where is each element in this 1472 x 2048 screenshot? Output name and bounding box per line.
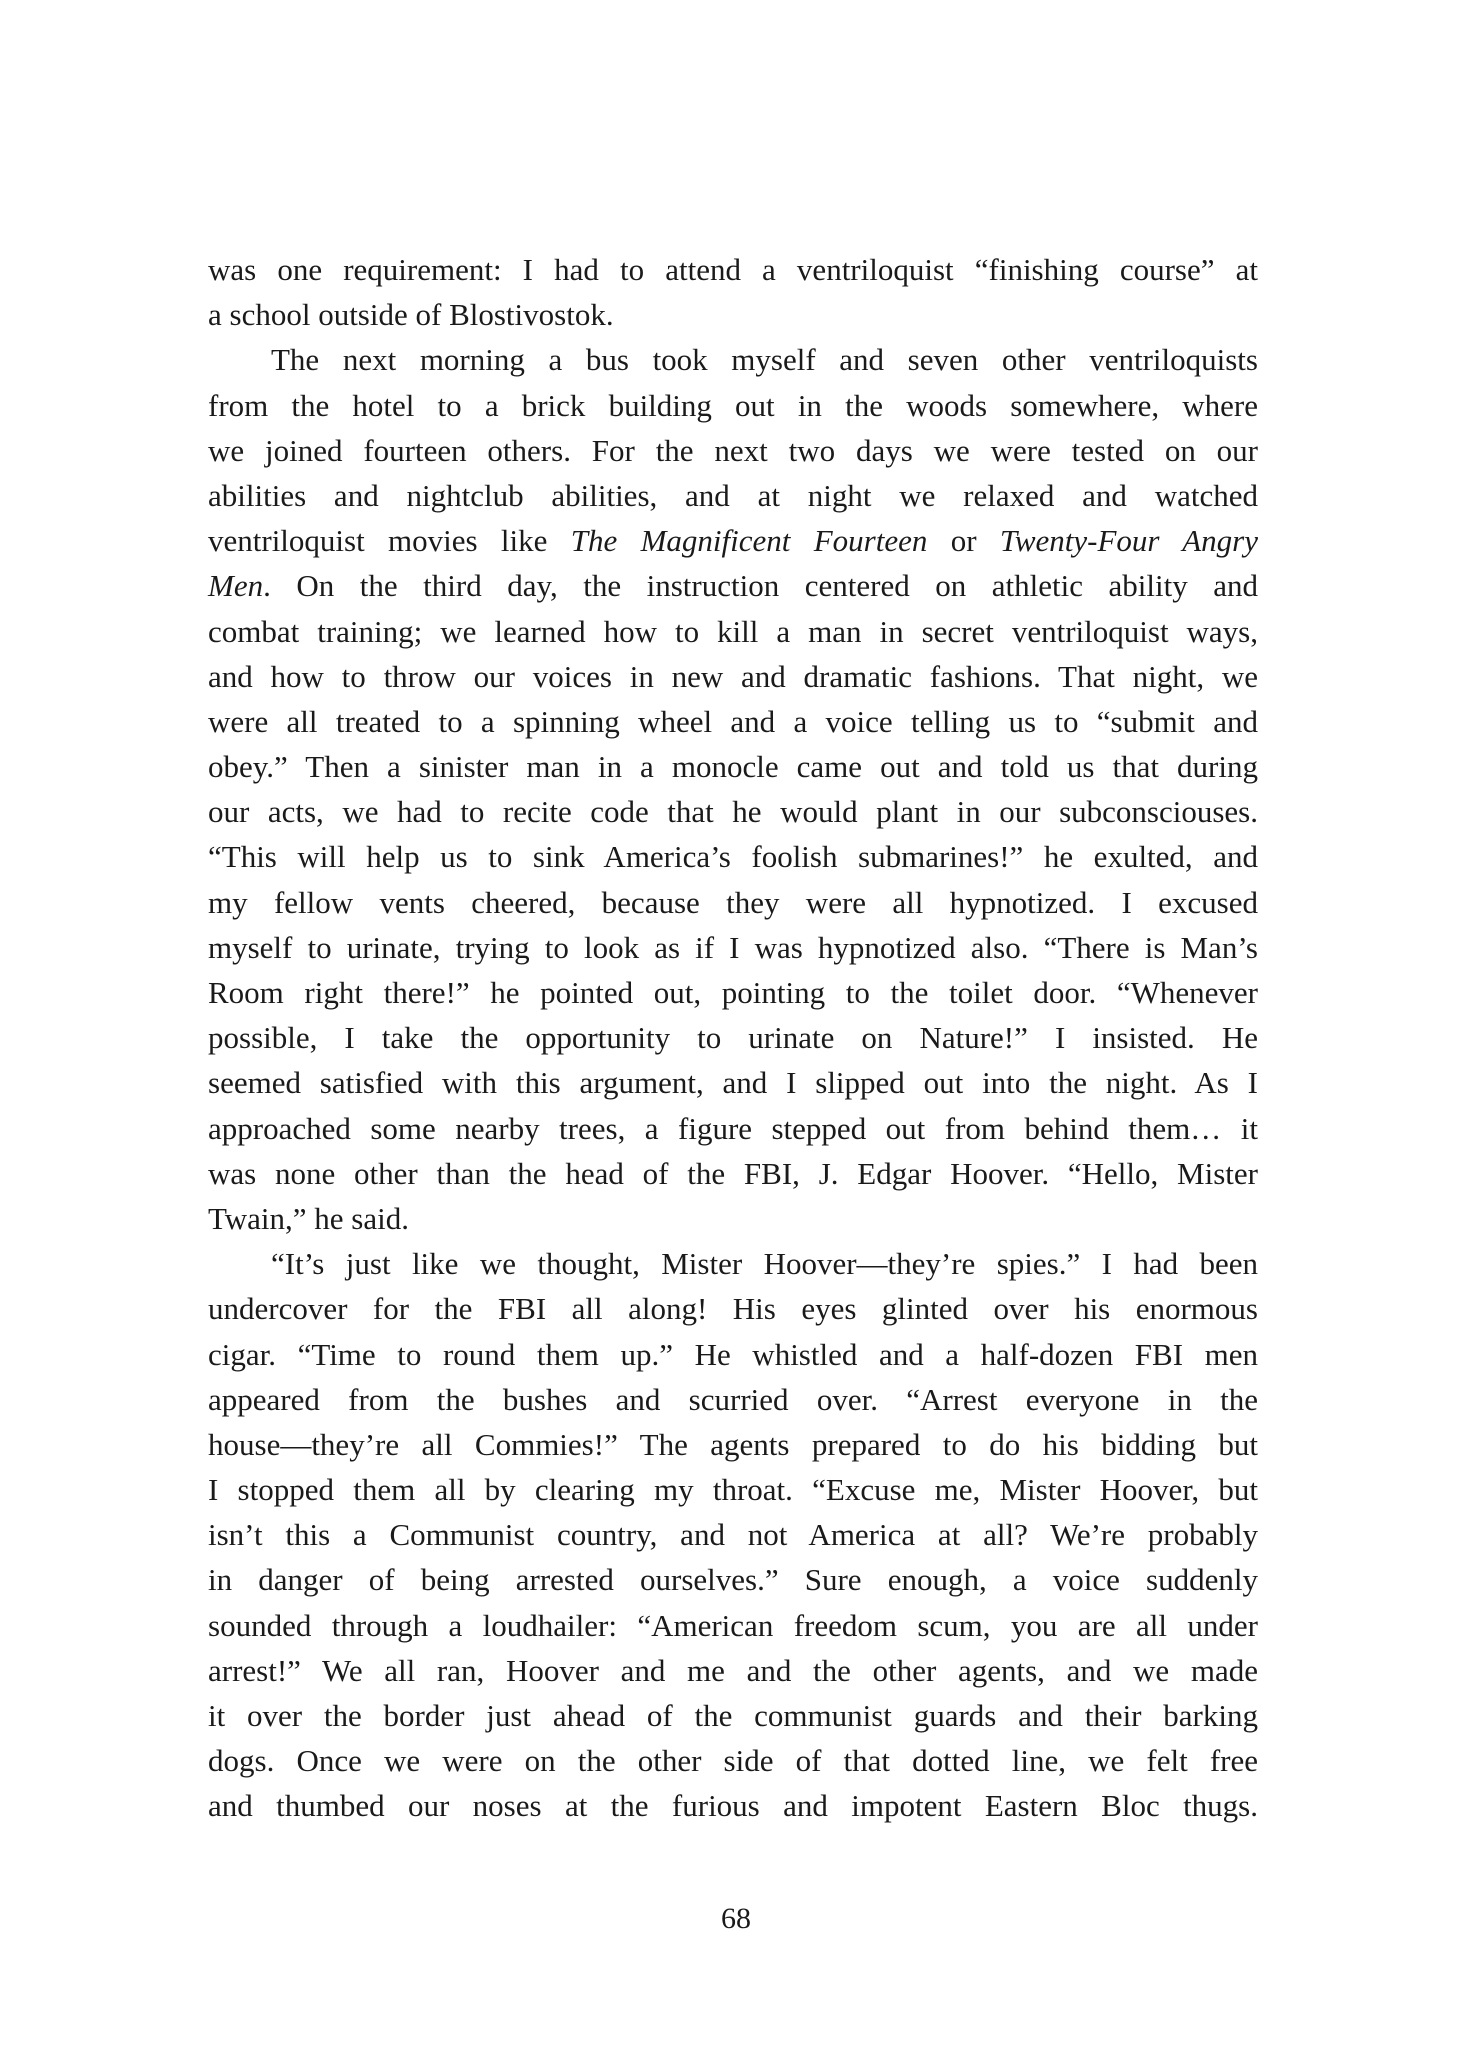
- text-line: [208, 292, 1258, 337]
- text-segment: obey.” Then a sinister man in a monocle came out and told us that during: [208, 749, 1258, 785]
- text-line: [208, 473, 1258, 518]
- text-segment: Room right there!” he pointed out, pointing to the toilet door. “Whenever: [208, 975, 1258, 1010]
- text-segment: combat training; we learned how to kill a man in secret ventriloquist ways,: [208, 613, 1258, 649]
- text-segment: ventriloquist movies like: [208, 523, 571, 559]
- italic-title-text: Men: [208, 568, 264, 604]
- italic-title-text: The Magnificent Fourteen: [570, 523, 928, 559]
- text-line: [208, 1422, 1258, 1467]
- text-line: [208, 247, 1258, 292]
- text-segment: I stopped them all by clearing my throat. “Excuse me, Mister Hoover, but: [208, 1472, 1258, 1508]
- text-line: [208, 654, 1258, 699]
- text-segment: our acts, we had to recite code that he would plant in our subconsciouses.: [208, 794, 1258, 830]
- text-line: [208, 1693, 1258, 1738]
- text-line: [208, 563, 1258, 608]
- text-segment: appeared from the bushes and scurried over. “Arrest everyone in the: [208, 1381, 1258, 1417]
- text-line: [208, 1377, 1258, 1422]
- text-segment: a school outside of Blostivostok.: [208, 297, 614, 333]
- text-line: [208, 1151, 1258, 1196]
- text-segment: undercover for the FBI all along! His eyes glinted over his enormous: [208, 1291, 1258, 1327]
- text-segment: it over the border just ahead of the communist guards and their barking: [208, 1698, 1258, 1733]
- text-line: [208, 699, 1258, 744]
- text-line: [208, 1332, 1258, 1377]
- body-text: [208, 247, 1258, 1829]
- text-segment: “It’s just like we thought, Mister Hoover—they’re spies.” I had been: [271, 1246, 1258, 1282]
- text-segment: approached some nearby trees, a figure stepped out from behind them… it: [208, 1110, 1258, 1146]
- text-line: [208, 744, 1258, 789]
- text-line: [208, 1512, 1258, 1557]
- text-segment: we joined fourteen others. For the next two days we were tested on our: [208, 432, 1258, 468]
- page-number: 68: [721, 1902, 751, 1935]
- text-segment: from the hotel to a brick building out in the woods somewhere, where: [208, 387, 1258, 423]
- text-line: [208, 383, 1258, 428]
- text-segment: dogs. Once we were on the other side of that dotted line, we felt free: [208, 1743, 1258, 1779]
- text-segment: cigar. “Time to round them up.” He whistled and a half-dozen FBI men: [208, 1336, 1258, 1372]
- text-segment: was none other than the head of the FBI, J. Edgar Hoover. “Hello, Mister: [208, 1155, 1258, 1191]
- text-segment: seemed satisfied with this argument, and I slipped out into the night. As I: [208, 1065, 1258, 1101]
- text-line: [208, 925, 1258, 970]
- text-line: [208, 1060, 1258, 1105]
- italic-title-text: Twenty-Four Angry: [999, 523, 1258, 559]
- text-line: [208, 1241, 1258, 1286]
- text-segment: and thumbed our noses at the furious and impotent Eastern Bloc thugs.: [208, 1788, 1258, 1824]
- text-line: [208, 518, 1258, 563]
- text-segment: . On the third day, the instruction centered on athletic ability and: [263, 568, 1258, 604]
- text-line: [208, 337, 1258, 382]
- text-line: [208, 1738, 1258, 1783]
- text-line: [208, 789, 1258, 834]
- text-segment: abilities and nightclub abilities, and at night we relaxed and watched: [208, 477, 1258, 513]
- text-segment: in danger of being arrested ourselves.” Sure enough, a voice suddenly: [208, 1562, 1258, 1598]
- text-segment: were all treated to a spinning wheel and a voice telling us to “submit and: [208, 703, 1258, 739]
- text-segment: possible, I take the opportunity to urinate on Nature!” I insisted. He: [208, 1020, 1258, 1056]
- text-segment: house—they’re all Commies!” The agents prepared to do his bidding but: [208, 1426, 1258, 1462]
- text-line: [208, 1015, 1258, 1060]
- text-segment: was one requirement: I had to attend a ventriloquist “finishing course” at: [208, 252, 1258, 287]
- text-line: [208, 1557, 1258, 1602]
- text-line: [208, 1196, 1258, 1241]
- text-segment: “This will help us to sink America’s foolish submarines!” he exulted, and: [208, 839, 1258, 875]
- text-segment: arrest!” We all ran, Hoover and me and the other agents, and we made: [208, 1652, 1258, 1688]
- text-segment: myself to urinate, trying to look as if I was hypnotized also. “There is Man’s: [208, 929, 1258, 965]
- text-line: [208, 1286, 1258, 1331]
- text-line: [208, 1783, 1258, 1828]
- text-segment: or: [927, 523, 1000, 559]
- text-line: [208, 1106, 1258, 1151]
- text-line: [208, 880, 1258, 925]
- text-line: [208, 1467, 1258, 1512]
- text-segment: sounded through a loudhailer: “American freedom scum, you are all under: [208, 1607, 1258, 1643]
- text-line: [208, 1603, 1258, 1648]
- text-segment: and how to throw our voices in new and dramatic fashions. That night, we: [208, 658, 1258, 694]
- text-segment: isn’t this a Communist country, and not America at all? We’re probably: [208, 1517, 1258, 1553]
- text-line: [208, 970, 1258, 1015]
- text-line: [208, 834, 1258, 879]
- text-segment: The next morning a bus took myself and seven other ventriloquists: [271, 342, 1258, 378]
- text-line: [208, 609, 1258, 654]
- text-line: [208, 1648, 1258, 1693]
- text-line: [208, 428, 1258, 473]
- text-segment: Twain,” he said.: [208, 1200, 409, 1236]
- text-segment: my fellow vents cheered, because they were all hypnotized. I excused: [208, 884, 1258, 920]
